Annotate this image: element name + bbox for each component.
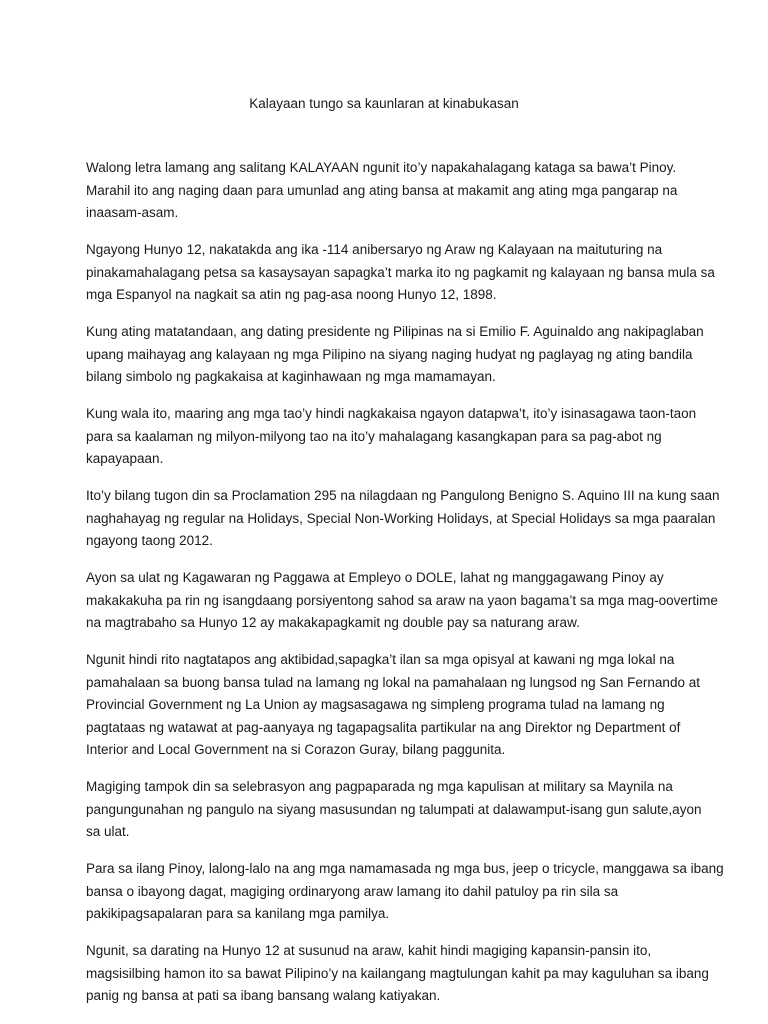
paragraph-line: Ngayong Hunyo 12, nakatakda ang ika -114 anibersaryo ng Araw ng Kalayaan na maituturing na [86,242,663,257]
paragraph-line: pinakamahalagang petsa sa kasaysayan sapagka’t marka ito ng pagkamit ng kalayaan ng bansa mula sa [86,264,715,280]
paragraph [86,321,704,389]
paragraph [86,940,709,1008]
paragraph-line: Provincial Government ng La Union ay magsasagawa ng simpleng programa tulad na lamang ng [86,697,665,712]
paragraph-line: pamahalaan sa buong bansa tulad na lamang ng lokal na pamahalaan ng lungsod ng San Fernando at [86,674,700,690]
paragraph-line: pakikipagsapalaran para sa kanilang mga pamilya. [86,906,390,921]
paragraph-line: naghahayag ng regular na Holidays, Special Non-Working Holidays, at Special Holidays sa mga paaralan [86,510,716,526]
paragraph-line: kapayapaan. [86,451,164,466]
paragraph [86,567,718,635]
paragraph-line: sa ulat. [86,824,130,839]
paragraph-line: inaasam-asam. [86,205,179,220]
paragraph-line: panig ng bansa at pati sa ibang bansang walang katiyakan. [86,988,441,1003]
paragraph-line: Kung ating matatandaan, ang dating presidente ng Pilipinas na si Emilio F. Aguinaldo ang nakipaglaban [86,324,704,339]
paragraph [86,239,715,307]
paragraph-line: bansa o ibayong dagat, magiging ordinaryong araw lamang ito dahil patuloy pa rin sila sa [86,883,619,899]
paragraph-line: para sa kaalaman ng milyon-milyong tao na ito’y mahalagang kasangkapan para sa pag-abot ng [86,428,662,444]
paragraph-line: upang maihayag ang kalayaan ng mga Pilipino na siyang naging hudyat ng paglayag ng ating bandila [86,346,693,362]
paragraph-line: Interior and Local Government na si Corazon Guray, bilang paggunita. [86,742,506,757]
document-title: Kalayaan tungo sa kaunlaran at kinabukasan [249,96,519,111]
paragraph-line: bilang simbolo ng pagkakaisa at kaginhawaan ng mga mamamayan. [86,369,496,384]
paragraph-line: pagtataas ng watawat at pag-aanyaya ng tagapagsalita partikular na ang Direktor ng Department of [86,719,681,735]
paragraph-line: Ngunit hindi rito nagtatapos ang aktibidad,sapagka’t ilan sa mga opisyal at kawani ng mga lokal na [86,652,675,667]
paragraph [86,485,720,553]
paragraph [86,858,724,926]
paragraph [86,649,700,762]
paragraph-line: magsisilbing hamon ito sa bawat Pilipino’y na kailangang magtulungan kahit pa may kaguluhan sa ibang [86,965,709,981]
paragraph-line: Ito’y bilang tugon din sa Proclamation 295 na nilagdaan ng Pangulong Benigno S. Aquino III na kung saan [86,488,720,503]
paragraph-line: Kung wala ito, maaring ang mga tao’y hindi nagkakaisa ngayon datapwa’t, ito’y isinasagawa taon-taon [86,406,697,421]
document-body [86,157,724,1022]
paragraph-line: Ngunit, sa darating na Hunyo 12 at susunud na araw, kahit hindi magiging kapansin-pansin ito, [86,943,652,958]
paragraph [86,403,697,471]
paragraph-line: Walong letra lamang ang salitang KALAYAAN ngunit ito’y napakahalagang kataga sa bawa’t Pinoy. [86,160,677,175]
paragraph-line: Marahil ito ang naging daan para umunlad ang ating bansa at makamit ang ating mga pangarap na [86,182,678,198]
paragraph [86,776,702,844]
paragraph-line: na magtrabaho sa Hunyo 12 ay makakapagkamit ng double pay sa naturang araw. [86,615,580,630]
paragraph-line: pangungunahan ng pangulo na siyang masusundan ng talumpati at dalawamput-isang gun salute,ayon [86,801,702,817]
paragraph-line: makakakuha pa rin ng isangdaang porsiyentong sahod sa araw na yaon bagama’t sa mga mag-oovertime [86,592,718,608]
paragraph-line: ngayong taong 2012. [86,533,213,548]
paragraph-line: Para sa ilang Pinoy, lalong-lalo na ang mga namamasada ng mga bus, jeep o tricycle, manggawa sa ibang [86,861,724,876]
paragraph-line: mga Espanyol na nagkait sa atin ng pag-asa noong Hunyo 12, 1898. [86,287,497,302]
paragraph-line: Ayon sa ulat ng Kagawaran ng Paggawa at Empleyo o DOLE, lahat ng manggagawang Pinoy ay [86,570,664,585]
paragraph [86,157,690,225]
paragraph-line: Magiging tampok din sa selebrasyon ang pagpaparada ng mga kapulisan at military sa Maynila na [86,779,673,794]
